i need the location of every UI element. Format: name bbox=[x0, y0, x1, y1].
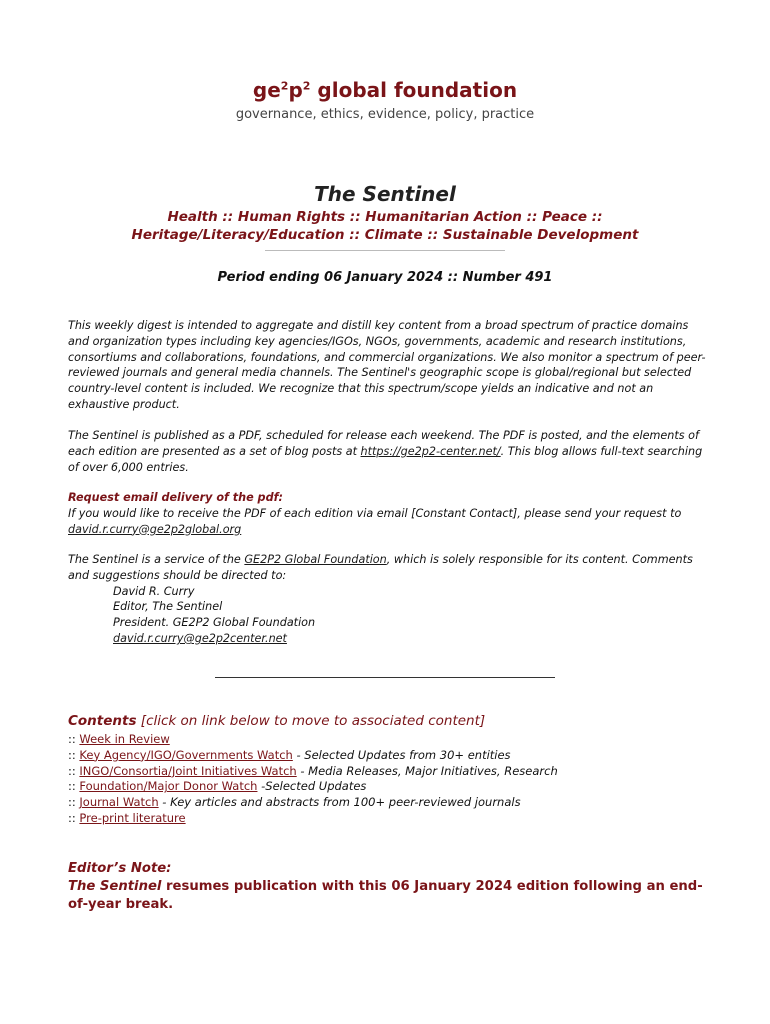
period-heading: Period ending 06 January 2024 :: Number 491 bbox=[217, 270, 553, 285]
contents-item: :: Journal Watch - Key articles and abstracts from 100+ peer-reviewed journals bbox=[68, 795, 521, 810]
contents-item: :: INGO/Consortia/Joint Initiatives Watch - Media Releases, Major Initiatives, Research bbox=[68, 763, 558, 778]
brand-logo-text: $ge^2p^2$ global foundation bbox=[252, 78, 518, 102]
contents-item: :: Foundation/Major Donor Watch -Selected Updates bbox=[68, 779, 367, 794]
request-text: If you would like to receive the PDF of each edition via email [Constant Contact], please send your request to bbox=[68, 506, 682, 520]
service-section: The Sentinel is a service of the GE2P2 Global Foundation, which is solely responsible for its content. Comments and suggestions should be directed to: David R. Curry Editor, The Sentinel President. GE2P2 Global Foundation david.r.curry@ge2p2center.net bbox=[68, 552, 708, 647]
contents-item: :: Key Agency/IGO/Governments Watch - Selected Updates from 30+ entities bbox=[68, 747, 511, 762]
editor-note-text: The Sentinel resumes publication with this 06 January 2024 edition following an end-of-year break. bbox=[68, 879, 703, 912]
blog-link[interactable]: https://ge2p2-center.net/ bbox=[360, 444, 501, 458]
request-email-link[interactable]: david.r.curry@ge2p2global.org bbox=[68, 522, 242, 536]
contents-item: :: Week in Review bbox=[68, 732, 170, 746]
brand-tagline: governance, ethics, evidence, policy, practice bbox=[235, 107, 535, 122]
contents-heading: Contents [click on link below to move to associated content] bbox=[68, 713, 486, 729]
request-heading: Request email delivery of the pdf: bbox=[68, 491, 283, 504]
request-section bbox=[68, 490, 708, 537]
editor-role: Editor, The Sentinel bbox=[113, 600, 223, 614]
subtitle-line-2: Heritage/Literacy/Education :: Climate :: Sustainable Development bbox=[131, 227, 639, 243]
editor-name: David R. Curry bbox=[113, 584, 195, 598]
contents-link-ingo-watch[interactable]: INGO/Consortia/Joint Initiatives Watch bbox=[79, 763, 297, 778]
newsletter-subtitle bbox=[0, 208, 770, 244]
foundation-link[interactable]: GE2P2 Global Foundation bbox=[244, 553, 387, 566]
contents-link-agency-watch[interactable]: Key Agency/IGO/Governments Watch bbox=[79, 747, 293, 762]
publish-paragraph: The Sentinel is published as a PDF, scheduled for release each weekend. The PDF is posted, and the elements of each edition are presented as a set of blog posts at https://ge2p2-center.net/. This blog allows full-text searching of over 6,000 entries. bbox=[68, 429, 703, 474]
editor-note bbox=[68, 860, 708, 914]
newsletter-title: The Sentinel bbox=[314, 182, 456, 206]
contents-link-foundation-watch[interactable]: Foundation/Major Donor Watch bbox=[79, 779, 258, 794]
contents-item: :: Pre-print literature bbox=[68, 810, 186, 825]
contents-link-journal-watch[interactable]: Journal Watch bbox=[79, 795, 159, 810]
contents-link-preprint[interactable]: Pre-print literature bbox=[79, 810, 186, 825]
contents-link-week-in-review[interactable]: Week in Review bbox=[79, 732, 170, 746]
subtitle-line-1: Health :: Human Rights :: Humanitarian Action :: Peace :: bbox=[167, 209, 603, 225]
editor-email-link[interactable]: david.r.curry@ge2p2center.net bbox=[113, 631, 287, 645]
editor-role-2: President. GE2P2 Global Foundation bbox=[113, 616, 316, 630]
intro-paragraph: This weekly digest is intended to aggregate and distill key content from a broad spectrum of practice domains and organization types including key agencies/IGOs, NGOs, governments, academic and research institutions, consortiums and collaborations, foundations, and commercial organizations. We also monitor a spectrum of peer-reviewed journals and general media channels. The Sentinel's geographic scope is global/regional but selected country-level content is included. We recognize that this spectrum/scope yields an indicative and not an exhaustive product. bbox=[68, 319, 706, 411]
editor-note-heading: Editor’s Note: bbox=[68, 861, 172, 876]
contents-list bbox=[68, 732, 558, 827]
divider-small bbox=[265, 250, 505, 251]
divider-line bbox=[215, 677, 555, 678]
